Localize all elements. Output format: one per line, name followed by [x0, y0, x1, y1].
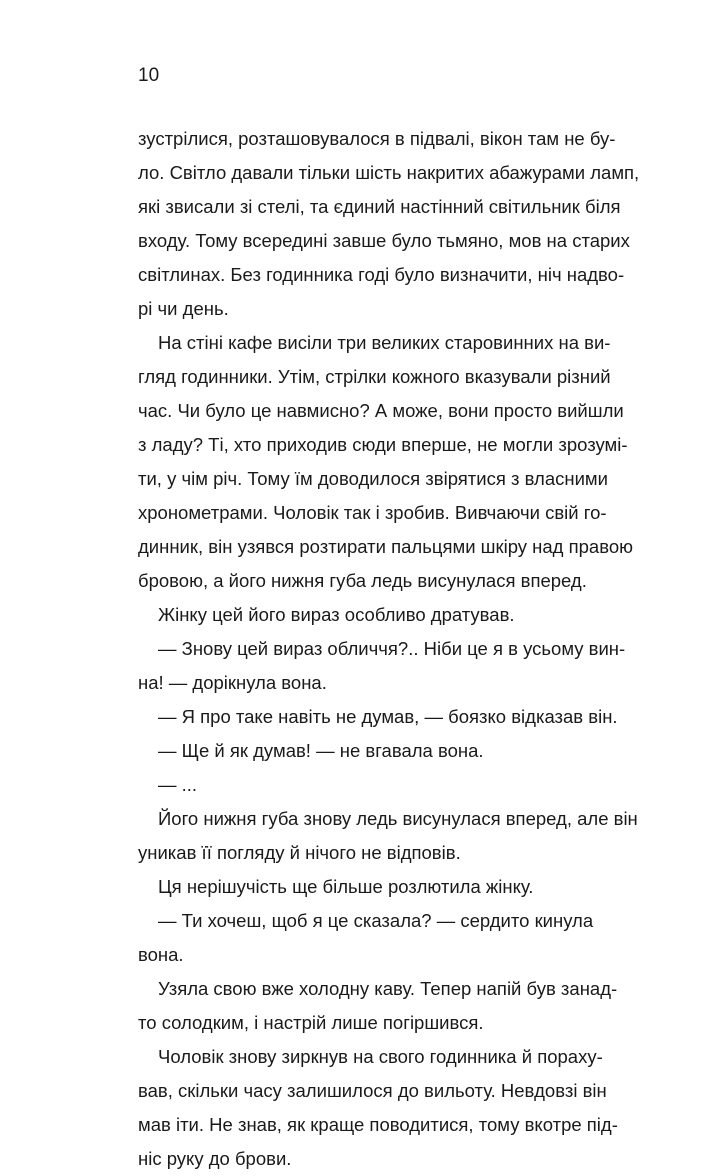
text-line: рі чи день.: [138, 298, 229, 319]
text-line: На стіні кафе висіли три великих старовинних на ви-: [158, 332, 611, 353]
text-line: ло. Світло давали тільки шість накритих абажурами ламп,: [138, 162, 640, 183]
text-line: Його нижня губа знову ледь висунулася вперед, але він: [158, 808, 638, 829]
text-line: Узяла свою вже холодну каву. Тепер напій був занад-: [158, 978, 618, 999]
text-line: входу. Тому всередині завше було тьмяно, мов на старих: [138, 230, 630, 251]
text-line: Жінку цей його вираз особливо дратував.: [158, 604, 515, 625]
text-line: уникав її погляду й нічого не відповів.: [138, 842, 461, 863]
text-line: які звисали зі стелі, та єдиний настінний світильник біля: [138, 196, 621, 217]
page-number: 10: [138, 65, 160, 86]
text-line: вав, скільки часу залишилося до вильоту. Невдовзі він: [138, 1080, 607, 1101]
text-line: — ...: [158, 774, 198, 795]
text-line: хронометрами. Чоловік так і зробив. Вивчаючи свій го-: [138, 502, 607, 523]
text-line: гляд годинники. Утім, стрілки кожного вказували різний: [138, 366, 611, 387]
body-text: [138, 122, 640, 1176]
text-line: Ця нерішучість ще більше розлютила жінку.: [158, 876, 534, 897]
text-line: — Знову цей вираз обличчя?.. Ніби це я в усьому вин-: [158, 638, 626, 659]
text-line: з ладу? Ті, хто приходив сюди вперше, не могли зрозумі-: [138, 434, 628, 455]
text-line: динник, він узявся розтирати пальцями шкіру над правою: [138, 536, 634, 557]
text-line: час. Чи було це навмисно? А може, вони просто вийшли: [138, 400, 624, 421]
text-line: то солодким, і настрій лише погіршився.: [138, 1012, 484, 1033]
text-line: бровою, а його нижня губа ледь висунулася вперед.: [138, 570, 587, 591]
text-line: зустрілися, розташовувалося в підвалі, вікон там не бу-: [138, 128, 616, 149]
text-line: — Ще й як думав! — не вгавала вона.: [158, 740, 484, 761]
text-line: — Ти хочеш, щоб я це сказала? — сердито кинула: [158, 910, 594, 931]
text-line: Чоловік знову зиркнув на свого годинника й пораху-: [158, 1046, 603, 1067]
text-line: ти, у чім річ. Тому їм доводилося звірятися з власними: [138, 468, 608, 489]
text-line: на! — дорікнула вона.: [138, 672, 327, 693]
text-line: ніс руку до брови.: [138, 1148, 292, 1169]
text-line: світлинах. Без годинника годі було визначити, ніч надво-: [138, 264, 625, 285]
text-line: — Я про таке навіть не думав, — боязко відказав він.: [158, 706, 618, 727]
text-line: мав іти. Не знав, як краще поводитися, тому вкотре під-: [138, 1114, 618, 1135]
text-line: вона.: [138, 944, 184, 965]
